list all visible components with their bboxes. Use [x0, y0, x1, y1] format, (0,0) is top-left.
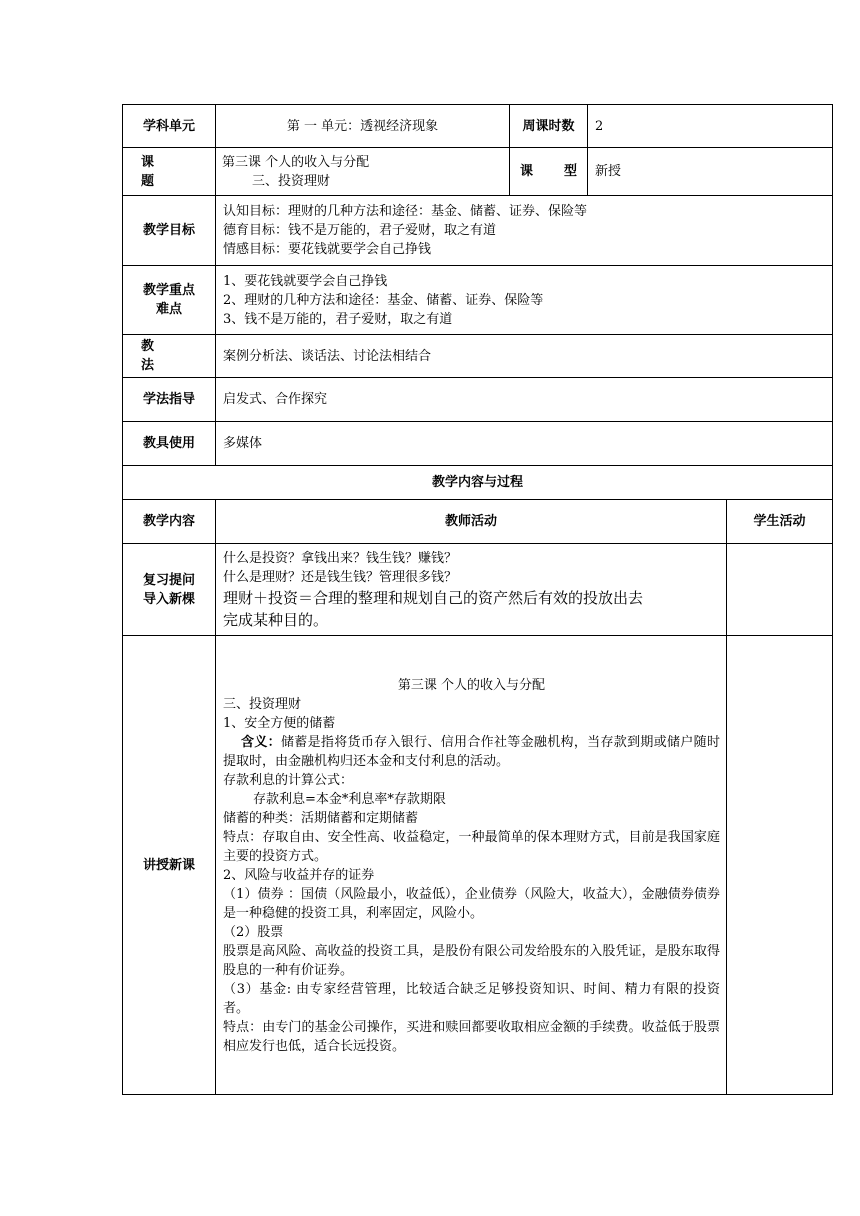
col-header-teacher: 教师活动 — [216, 500, 727, 544]
process-title: 教学内容与过程 — [123, 466, 833, 500]
tools-label: 教具使用 — [123, 422, 216, 466]
goal-line: 德育目标：钱不是万能的，君子爱财，取之有道 — [223, 223, 497, 238]
subject-label: 学科单元 — [123, 105, 216, 148]
topic-line-2: 三、投资理财 — [252, 173, 331, 189]
goal-line: 认知目标：理财的几种方法和途径：基金、储蓄、证券、保险等 — [223, 204, 588, 219]
goals-label: 教学目标 — [123, 196, 216, 266]
formula: 存款利息=本金*利息率*存款期限 — [253, 791, 446, 807]
review-line: 什么是理财？还是钱生钱？管理很多钱？ — [223, 569, 458, 585]
learning-value: 启发式、合作探究 — [216, 378, 833, 422]
topic-line-1: 第三课 个人的收入与分配 — [222, 154, 370, 170]
type-value: 新授 — [588, 148, 833, 196]
type-label: 课 型 — [510, 148, 588, 196]
review-line: 什么是投资？拿钱出来？钱生钱？赚钱？ — [223, 550, 458, 566]
fund-text: （3）基金: 由专家经营管理，比较适合缺乏足够投资知识、时间、精力有限的投资者。 — [223, 981, 720, 1016]
savings-kinds: 储蓄的种类：活期储蓄和定期储蓄 — [223, 810, 419, 826]
review-teacher-activity — [216, 544, 727, 636]
key-points-label: 教学重点 难点 — [123, 266, 216, 335]
key-point-line: 1、要花钱就要学会自己挣钱 — [223, 273, 388, 289]
row-subject — [123, 105, 833, 148]
hours-value: 2 — [588, 105, 833, 148]
row-learning — [123, 378, 833, 422]
row-tools — [123, 422, 833, 466]
tools-value: 多媒体 — [216, 422, 833, 466]
savings-heading: 1、安全方便的储蓄 — [223, 715, 336, 731]
stock-text: 股票是高风险、高收益的投资工具，是股份有限公司发给股东的入股凭证，是股东取得股息的一种有价证券。 — [223, 943, 720, 978]
subject-value: 第 一 单元：透视经济现象 — [216, 105, 510, 148]
key-point-line: 2、理财的几种方法和途径：基金、储蓄、证券、保险等 — [223, 292, 544, 308]
row-lecture — [123, 636, 833, 1095]
row-method — [123, 335, 833, 378]
formula-title: 存款利息的计算公式： — [223, 772, 354, 788]
method-label: 教 法 — [123, 335, 216, 378]
key-points-content — [216, 266, 833, 335]
method-value: 案例分析法、谈话法、讨论法相结合 — [216, 335, 833, 378]
securities-heading: 2、风险与收益并存的证券 — [223, 867, 375, 883]
row-review — [123, 544, 833, 636]
row-topic — [123, 148, 833, 196]
key-point-line: 3、钱不是万能的，君子爱财，取之有道 — [223, 311, 453, 327]
lecture-title: 第三课 个人的收入与分配 — [397, 677, 546, 693]
learning-label: 学法指导 — [123, 378, 216, 422]
hours-label: 周课时数 — [510, 105, 588, 148]
review-summary-line: 理财＋投资＝合理的整理和规划自己的资产然后有效的投放出去 — [223, 588, 644, 607]
topic-label: 课 题 — [123, 148, 216, 196]
lecture-student-activity — [727, 636, 833, 1095]
lecture-section: 三、投资理财 — [223, 696, 302, 712]
stock-heading: （2）股票 — [223, 924, 284, 940]
review-student-activity — [727, 544, 833, 636]
goals-content — [216, 196, 833, 266]
bond-text: （1）债券 ：国债（风险最小，收益低），企业债券（风险大，收益大），金融债券债券是一种稳健的投资工具，利率固定，风险小。 — [223, 886, 720, 921]
topic-value — [216, 148, 510, 196]
col-header-content: 教学内容 — [123, 500, 216, 544]
fund-features: 特点：由专门的基金公司操作，买进和赎回都要收取相应金额的手续费。收益低于股票相应发行也低，适合长远投资。 — [223, 1019, 720, 1054]
review-label: 复习提问 导入新棵 — [123, 544, 216, 636]
lecture-label: 讲授新课 — [123, 636, 216, 1095]
lesson-plan-table — [122, 104, 833, 1095]
savings-features: 特点：存取自由、安全性高、收益稳定，一种最简单的保本理财方式，目前是我国家庭主要的投资方式。 — [223, 829, 720, 864]
row-column-headers — [123, 500, 833, 544]
lecture-teacher-activity — [216, 636, 727, 1095]
row-process-title — [123, 466, 833, 500]
definition-key: 含义： — [241, 734, 281, 750]
col-header-student: 学生活动 — [727, 500, 833, 544]
savings-definition: 含义：储蓄是指将货币存入银行、信用合作社等金融机构，当存款到期或储户随时提取时，由金融机构归还本金和支付利息的活动。 — [223, 734, 720, 769]
row-key-points — [123, 266, 833, 335]
goal-line: 情感目标：要花钱就要学会自己挣钱 — [223, 242, 432, 257]
review-summary-line: 完成某种目的。 — [223, 610, 329, 629]
row-goals — [123, 196, 833, 266]
